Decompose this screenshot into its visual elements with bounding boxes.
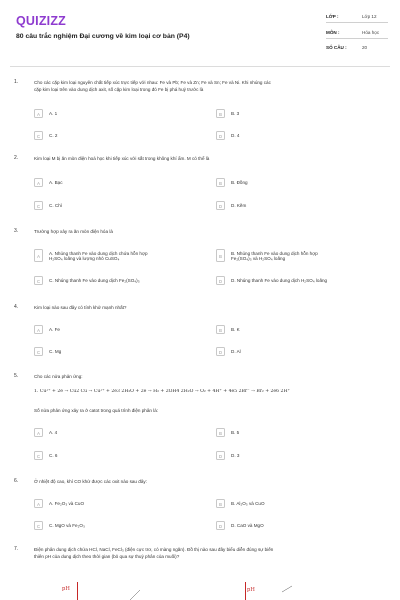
question-text: Cho các nửa phản ứng: <box>34 374 83 379</box>
option-letter: C <box>34 521 43 530</box>
question-text-line: cặp kim loại trên vào dung dịch axit, số cặp kim loại trong đó Fe bị phá huỷ trước là <box>34 87 204 93</box>
option-letter: B <box>216 428 225 437</box>
option-text: B. K <box>231 326 240 332</box>
ph-graph-b <box>242 580 362 600</box>
y-axis-label: pH <box>62 586 70 592</box>
option-letter: A <box>34 178 43 187</box>
option-text: B. 3 <box>231 110 240 116</box>
graph-curve <box>60 580 180 600</box>
option-text: D. 4 <box>231 132 240 138</box>
option-text: A. Bạc <box>49 179 63 185</box>
question-text: Số nửa phản ứng xảy ra ở catot trong quá trình điện phân là: <box>34 408 159 413</box>
option-letter: B <box>216 178 225 187</box>
half-reactions-equation: 1. Cu²⁺ + 2e → Cu2 Cu → Cu²⁺ + 2e3 2H₂O + 2e → H₂ + 2OH4 2H₂O → O₂ + 4H⁺ + 4e5 2Br⁻ → Br₂ + 2e6 2H⁺ <box>34 389 290 394</box>
meta-label: MÔN : <box>326 30 340 35</box>
option-text: A. 1 <box>49 110 58 116</box>
option-text: B. Đồng <box>231 179 248 185</box>
option-text: D. Al <box>231 348 241 354</box>
option-letter: C <box>34 131 43 140</box>
option-text: C. MgO và Fe₂O₃ <box>49 522 85 528</box>
meta-label: SỐ CÂU : <box>326 45 347 50</box>
option-text: B. 5 <box>231 429 240 435</box>
option-letter: D <box>216 131 225 140</box>
option-text <box>231 249 371 262</box>
page-title: 80 câu trắc nghiệm Đại cương về kim loại cơ bản (P4) <box>16 33 190 40</box>
option-text: D. 3 <box>231 452 240 458</box>
option-letter: A <box>34 325 43 334</box>
option-text: D. Nhúng thanh Fe vào dung dịch H₂SO₄ loãng <box>231 277 328 283</box>
option-text: C. Mg <box>49 348 62 354</box>
question-text-line: Điện phân dung dịch chứa HCl, NaCl, FeCl₃ (điện cực trơ, có màng ngăn). Đồ thị nào sau đây biểu diễn đúng sự biến <box>34 547 274 552</box>
worksheet-header <box>0 0 400 62</box>
meta-divider <box>326 22 388 23</box>
meta-divider <box>326 38 388 39</box>
question-number: 2. <box>14 155 19 161</box>
option-letter: B <box>216 109 225 118</box>
option-letter: A <box>34 109 43 118</box>
question-text: Ở nhiệt độ cao, khí CO khử được các oxit nào sau đây: <box>34 479 147 484</box>
question-number: 4. <box>14 304 19 310</box>
meta-label: LỚP : <box>326 14 339 19</box>
option-letter: B <box>216 249 225 262</box>
question-number: 3. <box>14 228 19 234</box>
option-text: B. Al₂O₃ và CuO <box>231 500 265 506</box>
option-letter: A <box>34 499 43 508</box>
question-number: 7. <box>14 546 19 552</box>
question-text-line: thiên pH của dung dịch theo thời gian (bỏ qua sự thuỷ phân của muối)? <box>34 554 180 560</box>
option-letter: A <box>34 428 43 437</box>
meta-value: Hóa học <box>362 30 380 35</box>
question-number: 1. <box>14 79 19 85</box>
graph-curve <box>242 580 362 600</box>
meta-value: Lớp 12 <box>362 14 377 19</box>
option-text: D. CaO và MgO <box>231 522 264 528</box>
option-text-line: B. Nhúng thanh Fe vào dung dịch hỗn hợp <box>231 250 318 256</box>
option-letter: B <box>216 499 225 508</box>
option-letter: A <box>34 249 43 262</box>
option-letter: C <box>34 347 43 356</box>
y-axis-label: pH <box>247 587 255 593</box>
option-text-line: H₂SO₄ loãng và lượng nhỏ CuSO₄ <box>49 256 120 262</box>
question-text: Kim loại M bị ăn mòn điện hoá học khi tiếp xúc với sắt trong không khí ẩm. M có thể là <box>34 156 210 161</box>
option-text-line: A. Nhúng thanh Fe vào dung dịch chứa hỗn hợp <box>49 250 148 256</box>
option-letter: D <box>216 451 225 460</box>
question-number: 5. <box>14 373 19 379</box>
question-text: Kim loại nào sau đây có tính khử mạnh nhất? <box>34 305 127 310</box>
option-text: A. 4 <box>49 429 58 435</box>
option-text: D. Kẽm <box>231 202 247 208</box>
quizizz-logo: QUIZIZZ <box>16 14 67 28</box>
question-number: 6. <box>14 478 19 484</box>
question-text <box>34 546 384 561</box>
ph-graph-a <box>60 580 180 600</box>
option-letter: D <box>216 347 225 356</box>
option-text: C. Nhúng thanh Fe vào dung dịch Fe₂(SO₄)₃ <box>49 277 140 283</box>
option-letter: C <box>34 276 43 285</box>
option-text-line: Fe₂(SO₄)₃ và H₂SO₄ loãng <box>231 256 286 262</box>
option-letter: D <box>216 521 225 530</box>
option-letter: C <box>34 201 43 210</box>
option-letter: B <box>216 325 225 334</box>
option-text: C. 2 <box>49 132 58 138</box>
option-text: A. Fe₂O₃ và CuO <box>49 500 85 506</box>
option-letter: C <box>34 451 43 460</box>
question-text <box>34 79 384 94</box>
option-text <box>49 249 189 262</box>
meta-value: 20 <box>362 45 368 50</box>
option-text: A. Fe <box>49 326 60 332</box>
option-letter: D <box>216 201 225 210</box>
question-text: Trường hợp xảy ra ăn mòn điện hóa là <box>34 229 113 234</box>
question-text-line: Cho các cặp kim loại nguyên chất tiếp xúc trực tiếp với nhau: Fe và Pb; Fe và Zn; Fe và Sn; Fe và Ni. Khi nhúng các <box>34 80 271 85</box>
header-divider <box>10 66 390 67</box>
option-text: C. Chì <box>49 202 63 208</box>
option-text: C. 6 <box>49 452 58 458</box>
option-letter: D <box>216 276 225 285</box>
